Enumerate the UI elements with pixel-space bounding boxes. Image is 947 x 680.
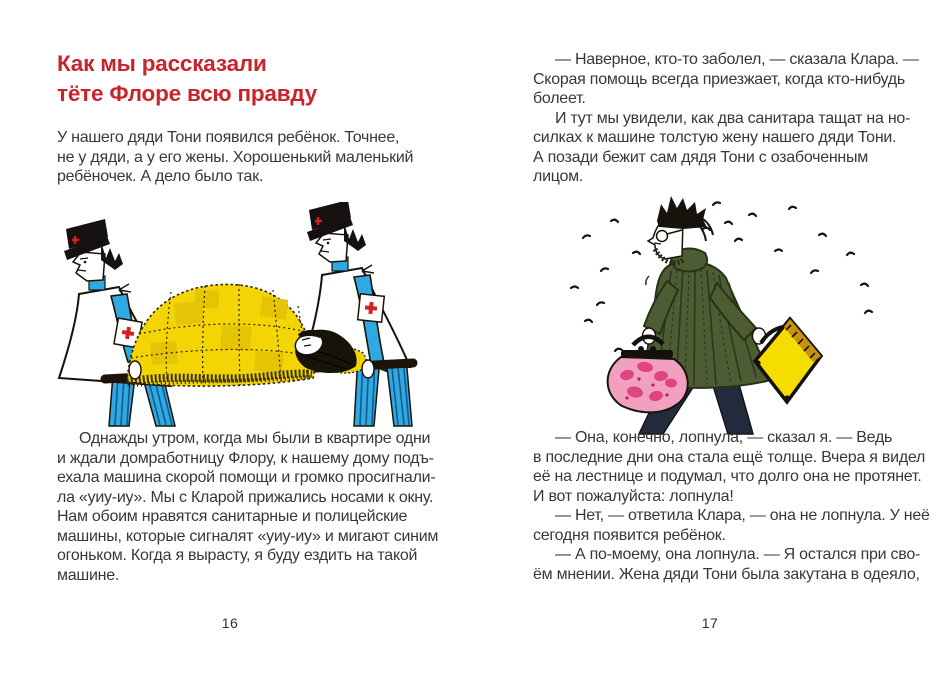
paragraph-dialog-top: [533, 50, 919, 187]
text-line: лицом.: [533, 168, 584, 185]
text-line: — Наверное, кто-то заболел, — сказала Клара. —: [555, 51, 919, 68]
paragraph-intro: [57, 128, 413, 187]
text-line: машины, которые сигналят «уиу-иу» и мигают синим: [57, 527, 439, 545]
text-line: Нам обоим нравятся санитарные и полицейские: [57, 508, 408, 525]
text-line: А позади бежит сам дядя Тони с озабоченным: [533, 148, 869, 166]
paragraph-dialog-bottom: [533, 428, 930, 584]
text-line: ла «уиу-иу». Мы с Кларой прижались носами к окну.: [57, 488, 434, 506]
paramedic-left-hand: [129, 361, 141, 379]
text-line: Скорая помощь всегда приезжает, когда кто-нибудь: [533, 70, 905, 88]
text-line: ём мнении. Жена дяди Тони была закутана в одеяло,: [533, 565, 920, 583]
text-line: — А по-моему, она лопнула. — Я остался при сво-: [555, 546, 921, 563]
text-line: ехала машина скорой помощи и громко просигнали-: [57, 469, 436, 486]
text-line: Однажды утром, когда мы были в квартире одни: [79, 430, 431, 447]
chapter-title-line2: тёте Флоре всю правду: [57, 81, 318, 106]
text-line: в последние дни она стала ещё толще. Вчера я видел: [533, 448, 926, 466]
text-line: её на лестнице и подумал, что долго она не протянет.: [533, 468, 922, 485]
text-line: и ждали домработницу Флору, к нашему дому подъ-: [57, 449, 434, 467]
text-line: — Она, конечно, лопнула, — сказал я. — Ведь: [555, 429, 893, 446]
text-line: сегодня появится ребёнок.: [533, 526, 726, 544]
chapter-title-line1: Как мы рассказали: [57, 51, 267, 76]
paragraph-story: [57, 429, 438, 585]
text-line: — Нет, — ответила Клара, — она не лопнула. У неё: [555, 507, 930, 524]
paramedic-right: [304, 202, 412, 426]
patchwork-blanket: [127, 284, 314, 386]
page-left: [0, 0, 473, 680]
page-number-right: 17: [701, 615, 719, 631]
paramedic-right-hand: [362, 360, 374, 378]
stretcher-illustration: [55, 202, 455, 428]
text-line: силках к машине толстую жену нашего дяди Тони.: [533, 129, 897, 146]
uncle-tony-illustration: [563, 193, 895, 435]
text-line: И тут мы увидели, как два санитара тащат на но-: [555, 109, 911, 127]
uncle-tony: [608, 196, 821, 434]
text-line: И вот пожалуйста: лопнула!: [533, 487, 734, 505]
text-line: огоньком. Когда я вырасту, я буду ездить на такой: [57, 547, 418, 564]
page-number-left: 16: [221, 615, 239, 631]
text-line: У нашего дяди Тони появился ребёнок. Точнее,: [57, 129, 400, 146]
text-line: болеет.: [533, 90, 586, 107]
chapter-title: [57, 49, 317, 109]
text-line: ребёночек. А дело было так.: [57, 168, 264, 185]
page-right: [474, 0, 947, 680]
text-line: машине.: [57, 566, 120, 584]
text-line: не у дяди, а у его жены. Хорошенький маленький: [57, 148, 414, 166]
